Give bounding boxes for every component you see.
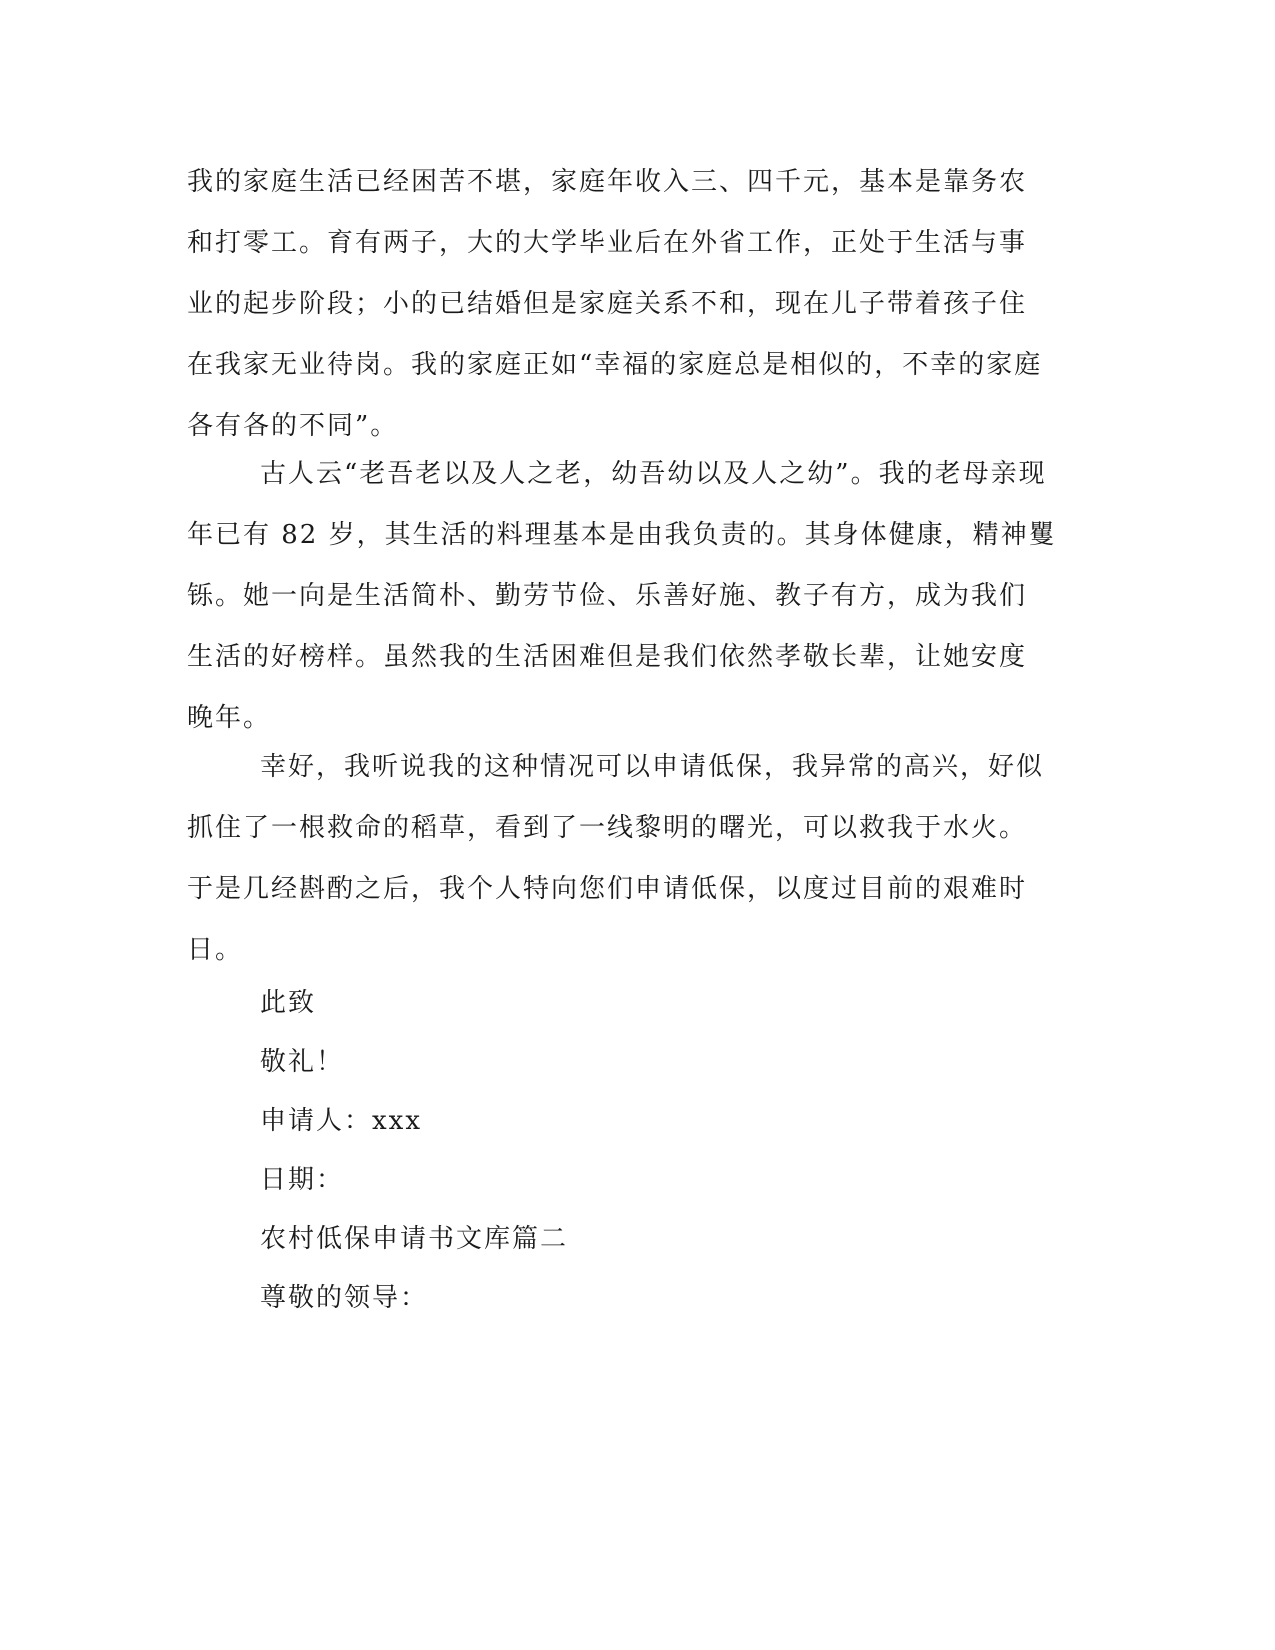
text-line: 年已有 82 岁，其生活的料理基本是由我负责的。其身体健康，精神矍: [187, 520, 1057, 550]
section-title: 农村低保申请书文库篇二: [260, 1224, 569, 1254]
closing-cizhi: 此致: [260, 988, 317, 1018]
text-line: 我的家庭生活已经困苦不堪，家庭年收入三、四千元，基本是靠务农: [187, 167, 1028, 197]
salutation: 尊敬的领导：: [260, 1283, 429, 1313]
text-line: 在我家无业待岗。我的家庭正如“幸福的家庭总是相似的，不幸的家庭: [187, 350, 1043, 380]
text-line: 幸好，我听说我的这种情况可以申请低保，我异常的高兴，好似: [260, 752, 1045, 782]
text-line: 晚年。: [187, 703, 272, 733]
paragraph-family-situation: [187, 152, 1057, 457]
text-line: 业的起步阶段；小的已结婚但是家庭关系不和，现在儿子带着孩子住: [187, 289, 1028, 319]
closing-jingli: 敬礼！: [260, 1047, 345, 1077]
text-line: 各有各的不同”。: [187, 411, 399, 441]
applicant-line: 申请人：xxx: [260, 1106, 422, 1136]
date-line: 日期：: [260, 1165, 345, 1195]
text-line: 古人云“老吾老以及人之老，幼吾幼以及人之幼”。我的老母亲现: [260, 459, 1047, 489]
paragraph-mother: [187, 444, 1057, 749]
text-line: 和打零工。育有两子，大的大学毕业后在外省工作，正处于生活与事: [187, 228, 1028, 258]
text-line: 生活的好榜样。虽然我的生活困难但是我们依然孝敬长辈，让她安度: [187, 642, 1028, 672]
text-line: 抓住了一根救命的稻草，看到了一线黎明的曙光，可以救我于水火。: [187, 813, 1028, 843]
text-line: 日。: [187, 935, 244, 965]
paragraph-application: [187, 737, 1057, 981]
text-line: 于是几经斟酌之后，我个人特向您们申请低保，以度过目前的艰难时: [187, 874, 1028, 904]
text-line: 铄。她一向是生活简朴、勤劳节俭、乐善好施、教子有方，成为我们: [187, 581, 1028, 611]
